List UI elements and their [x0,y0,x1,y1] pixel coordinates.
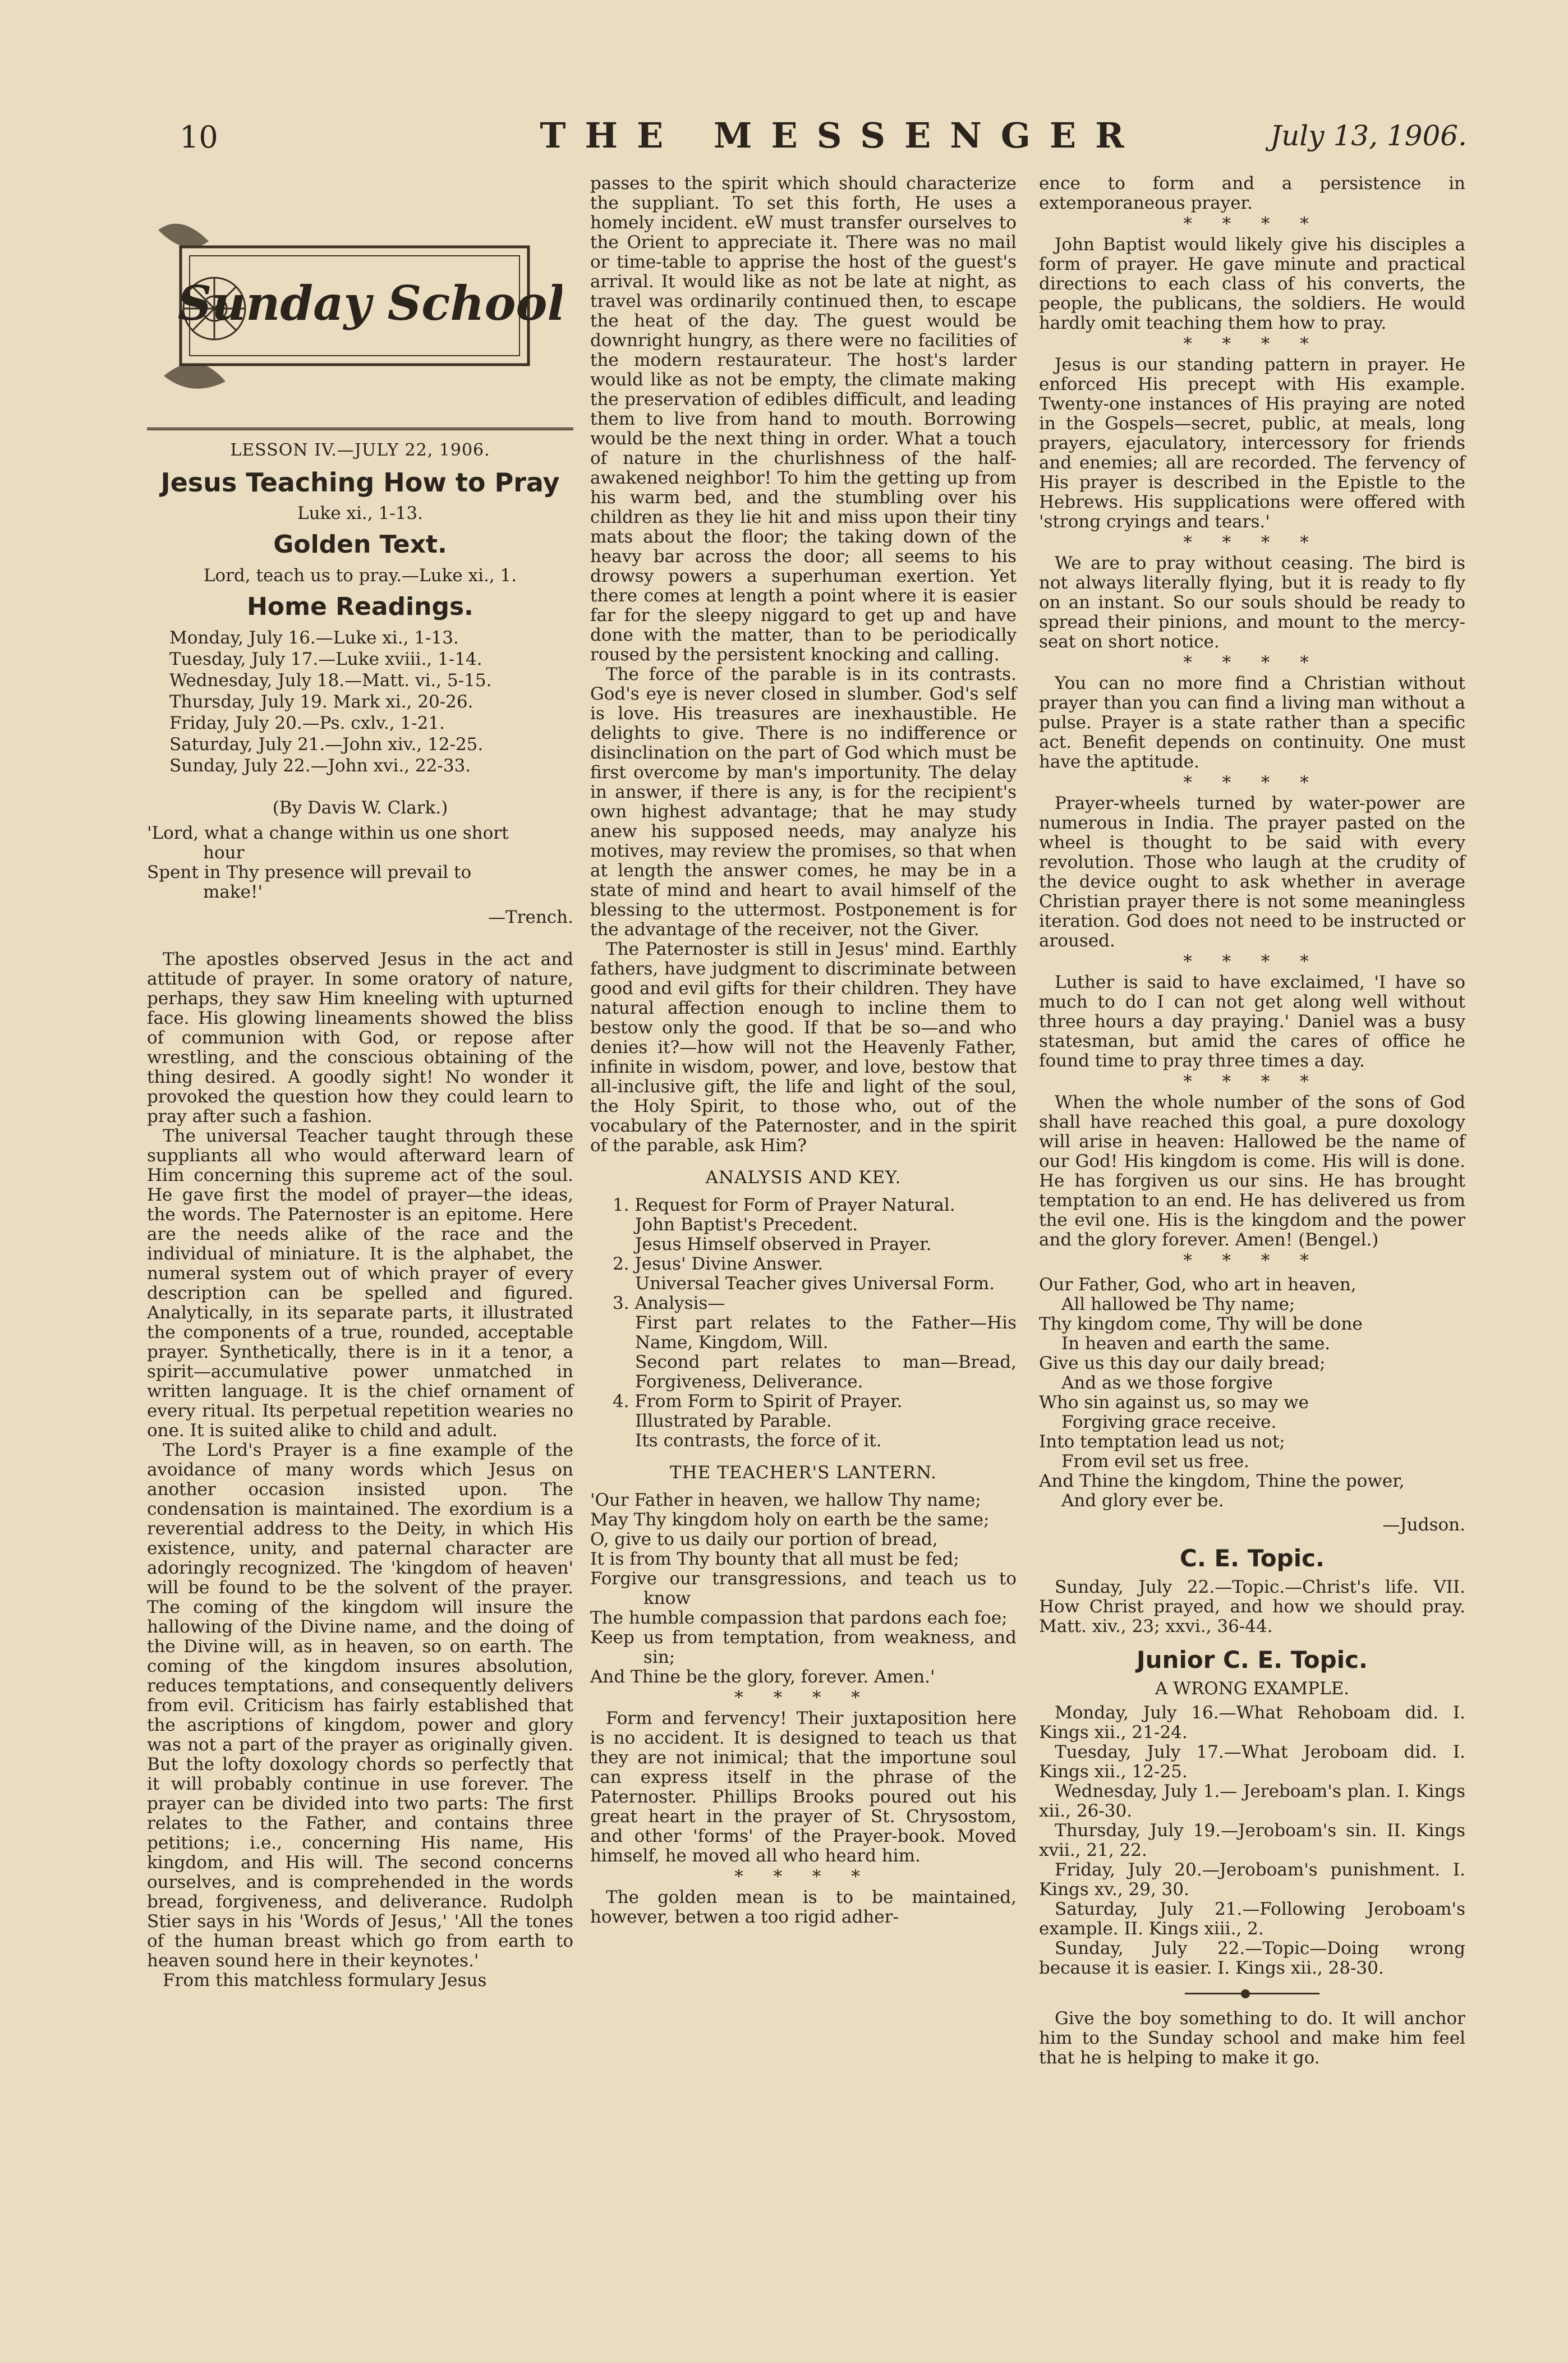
logo-text: Sunday School [177,275,562,331]
separator-stars: * * * * [1183,652,1321,673]
verse-line: Forgiving grace receive. [1061,1412,1277,1432]
paragraph: Prayer-wheels turned by water-power are numerous in India. The prayer pasted on the wheel is thought to be said with every revolution. Those who laugh at the crudity of the device ought to ask whether in average Christian prayer there is not some meaningless iteration. God does not need to be instructed or aroused. [1039,793,1465,951]
reading-item: Saturday, July 21.—John xiv., 12-25. [169,734,484,755]
analysis-list [590,1196,1017,1451]
judson-verse [1039,1275,1465,1511]
golden-text: Lord, teach us to pray.—Luke xi., 1. [203,566,517,586]
paragraph: Form and fervency! Their juxtaposition here is no accident. It is designed to teach us that they are not inimical; that the importune soul can express itself in the phrase of the Paternoster. Phillips Brooks poured out his great heart in the prayer of St. Chrysostom, and other 'forms' of the Prayer-book. Moved himself, he moved all who heard him. [590,1708,1017,1866]
byline: (By Davis W. Clark.) [272,798,448,818]
lantern-verse [590,1491,1017,1687]
junior-item: Friday, July 20.—Jeroboam's punishment. I. Kings xv., 29, 30. [1039,1860,1465,1900]
verse-line: And Thine be the glory, forever. Amen.' [590,1667,935,1687]
verse-line: It is from Thy bounty that all must be fed; [590,1549,959,1569]
paragraph: When the whole number of the sons of God shall have reached this goal, a pure doxology will arise in heaven: Hallowed be the name of our God! His kingdom is come. His will is done. He has forgiven us our sins. He has brought temptation to an end. He has delivered us from the evil one. His is the kingdom and the power and the glory forever. Amen! (Bengel.) [1039,1092,1465,1250]
lesson-title: Jesus Teaching How to Pray [160,467,560,498]
separator-stars: * * * * [734,1688,872,1708]
lantern-heading: THE TEACHER'S LANTERN. [670,1463,937,1483]
masthead-title: THE MESSENGER [540,115,1143,156]
verse-line: Spent in Thy presence will prevail to [147,862,472,882]
paragraph: You can no more find a Christian without prayer than you can find a living man without a pulse. Prayer is a state rather than a specific act. Benefit depends on continuity. One must have the aptitude. [1039,673,1465,772]
junior-ce-subheading: A WRONG EXAMPLE. [1155,1679,1350,1699]
junior-item: Tuesday, July 17.—What Jeroboam did. I. Kings xii., 12-25. [1039,1742,1465,1782]
column-3 [1039,174,1465,2068]
trench-verse [147,824,573,902]
junior-item: Thursday, July 19.—Jeroboam's sin. II. Kings xvii., 21, 22. [1039,1820,1465,1860]
analysis-item: First part relates to the Father—His Name, Kingdom, Will. [635,1313,1017,1353]
paragraph: The force of the parable is in its contrasts. God's eye is never closed in slumber. God's self is love. His treasures are inexhaustible. He delights to give. There is no indifference or disinclination on the part of God which must be first overcome by man's importunity. The delay in answer, if there is any, is for the recipient's own highest advantage; that he may study anew his supposed needs, may analyze his motives, may review the promises, so that when at length the answer comes, he may be in a state of mind and heart to avail himself of the blessing to the uttermost. Postponement is for the advantage of the receiver, not the Giver. [590,664,1017,940]
verse-line: Forgive our transgressions, and teach us to know [590,1569,1017,1608]
paragraph: The apostles observed Jesus in the act and attitude of prayer. In some oratory of nature, perhaps, they saw Him kneeling with upturned face. His glowing lineaments showed the bliss of communion with God, or repose after wrestling, and the conscious obtaining of the thing desired. A goodly sight! No wonder it provoked the question how they could learn to pray after such a fashion. [147,949,573,1127]
analysis-item: 1. Request for Form of Prayer Natural. [613,1195,955,1215]
verse-line: Into temptation lead us not; [1039,1432,1285,1452]
verse-line: All hallowed be Thy name; [1061,1294,1295,1314]
closing-paragraph: Give the boy something to do. It will anchor him to the Sunday school and make him feel that he is helping to make it go. [1039,2008,1465,2068]
paragraph: The golden mean is to be maintained, however, betwen a too rigid adher- [590,1887,1017,1927]
verse-attribution: —Trench. [488,907,573,927]
ornamental-divider [1185,1993,1319,1994]
verse-line: From evil set us free. [1061,1451,1249,1472]
page-header [180,115,1467,160]
verse-line: 'Lord, what a change within us one short [147,823,509,843]
separator-stars: * * * * [1183,773,1321,793]
reading-item: Tuesday, July 17.—Luke xviii., 1-14. [169,649,482,669]
analysis-item: Illustrated by Parable. [635,1411,832,1431]
paragraph: Luther is said to have exclaimed, 'I have so much to do I can not get along well without three hours a day praying.' Daniel was a busy statesman, but amid the cares of office he found time to pray three times a day. [1039,972,1465,1071]
junior-item: Monday, July 16.—What Rehoboam did. I. Kings xii., 21-24. [1039,1703,1465,1743]
ce-topic-text: Sunday, July 22.—Topic.—Christ's life. VII. How Christ prayed, and how we should pray. Matt. xiv., 23; xxvi., 36-44. [1039,1577,1465,1636]
reading-item: Thursday, July 19. Mark xi., 20-26. [169,692,473,712]
analysis-item: John Baptist's Precedent. [635,1215,858,1235]
junior-item: Wednesday, July 1.— Jereboam's plan. I. Kings xii., 26-30. [1039,1781,1465,1821]
home-readings-list [147,628,573,776]
verse-line: O, give to us daily our portion of bread, [590,1529,938,1550]
verse-line: And Thine the kingdom, Thine the power, [1039,1471,1405,1491]
verse-line: 'Our Father in heaven, we hallow Thy name; [590,1490,981,1510]
separator-stars: * * * * [1183,532,1321,553]
paragraph: Jesus is our standing pattern in prayer. He enforced His precept with His example. Twenty-one instances of His praying are noted in the Gospels—secret, public, at meals, long prayers, ejaculatory, intercessory for friends and enemies; all are recorded. The fervency of His prayer is described in the Epistle to the Hebrews. His supplications were offered with 'strong cryings and tears.' [1039,355,1465,532]
analysis-item: 2. Jesus' Divine Answer. [613,1254,824,1274]
analysis-item: Universal Teacher gives Universal Form. [635,1274,995,1294]
separator-stars: * * * * [734,1867,872,1887]
paragraph: passes to the spirit which should characterize the suppliant. To set this forth, He uses a homely incident. eW must transfer ourselves to the Orient to appreciate it. There was no mail or time-table to apprise the host of the guest's arrival. It would like as not be late at night, as travel was ordinarily continued then, to escape the heat of the day. The guest would be downright hungry, as there were no facilities of the modern restaurateur. The host's larder would like as not be empty, the climate making the preservation of edibles difficult, and leading them to live from hand to mouth. Borrowing would be the next thing in order. What a touch of nature in the churlishness of the half-awakened neighbor! To him the getting up from his warm bed, and the stumbling over his children as they lie hit and miss upon their tiny mats about the floor; the taking down of the heavy bar across the door; all seems to his drowsy powers a superhuman exertion. Yet there comes at length a point where it is easier far for the sleepy niggard to get up and have done with the matter, than to be periodically roused by the persistent knocking and calling. [590,173,1017,665]
analysis-item: 4. From Form to Spirit of Prayer. [613,1391,903,1412]
separator-stars: * * * * [1183,214,1321,234]
paragraph: The universal Teacher taught through these suppliants all who would afterward learn of Him concerning this supreme act of the soul. He gave first the model of prayer—the ideas, the words. The Paternoster is an epitome. Here are the needs alike of the race and the individual of miniature. It is the alphabet, the numeral system out of which prayer of every description can be spelled and figured. Analytically, in its separate parts, it illustrated the components of a true, rounded, acceptable prayer. Synthetically, there is in it a tenor, a spirit—accumulative power unmatched in written language. It is the chief ornament of every ritual. Its perpetual repetition wearies no one. It is suited alike to child and adult. [147,1126,573,1441]
ce-topic-heading: C. E. Topic. [1180,1544,1325,1572]
separator-stars: * * * * [1183,1072,1321,1092]
paragraph: ence to form and a persistence in extemporaneous prayer. [1039,173,1465,213]
column-2 [590,174,1017,1927]
sunday-school-logo [147,208,562,410]
verse-line: In heaven and earth the same. [1061,1334,1331,1354]
verse-line: Give us this day our daily bread; [1039,1353,1326,1373]
analysis-item: Jesus Himself observed in Prayer. [635,1234,932,1254]
reading-item: Friday, July 20.—Ps. cxlv., 1-21. [169,713,445,733]
paragraph: The Lord's Prayer is a fine example of the avoidance of many words which Jesus on another occasion insisted upon. The condensation is maintained. The exordium is a reverential address to the Deity, in which His existence, unity, and paternal character are adoringly recognized. The 'kingdom of heaven' will be found to be the solvent of the prayer. The coming of the kingdom will insure the hallowing of the Divine name, and the doing of the Divine will, as in heaven, so on earth. The coming of the kingdom insures absolution, reduces temptations, and consequently delivers from evil. Criticism has fairly established that the ascriptions of kingdom, power and glory was not a part of the prayer as originally given. But the lofty doxology chords so perfectly that it will probably continue in use forever. The prayer can be divided into two parts: The first relates to the Father, and contains three petitions; i.e., concerning His name, His kingdom, and His will. The second concerns ourselves, and is comprehended in the words bread, forgiveness, and deliverance. Rudolph Stier says in his 'Words of Jesus,' 'All the tones of the human breast which go from earth to heaven sound here in their keynotes.' [147,1440,573,1971]
analysis-item: Second part relates to man—Bread, Forgiveness, Deliverance. [635,1352,1017,1392]
verse-line: Who sin against us, so may we [1039,1392,1309,1413]
junior-item: Sunday, July 22.—Topic—Doing wrong because it is easier. I. Kings xii., 28-30. [1039,1938,1465,1978]
paragraph: From this matchless formulary Jesus [163,1970,487,1990]
column-1 [147,174,573,1990]
verse-line: make!' [203,882,263,902]
lesson-reference: Luke xi., 1-13. [297,503,423,523]
lesson-number: LESSON IV.—JULY 22, 1906. [230,440,490,460]
verse-line: Keep us from temptation, from weakness, and sin; [590,1628,1017,1667]
analysis-item: Its contrasts, the force of it. [635,1431,882,1451]
paragraph: The Paternoster is still in Jesus' mind. Earthly fathers, have judgment to discriminate between good and evil gifts for their children. They have natural affection enough to incline them to bestow only the good. If that be so—and who denies it?—how will not the Heavenly Father, infinite in wisdom, power, and love, bestow that all-inclusive gift, the life and light of the soul, the Holy Spirit, to those who, out of the vocabulary of the Paternoster, and in the spirit of the parable, ask Him? [590,939,1017,1156]
section-rule [147,427,573,430]
separator-stars: * * * * [1183,334,1321,354]
verse-line: And as we those forgive [1061,1373,1273,1393]
reading-item: Monday, July 16.—Luke xi., 1-13. [169,628,459,648]
separator-stars: * * * * [1183,951,1321,972]
verse-line: And glory ever be. [1061,1491,1224,1511]
reading-item: Sunday, July 22.—John xvi., 22-33. [169,756,471,776]
junior-ce-heading: Junior C. E. Topic. [1137,1646,1368,1674]
issue-date: July 13, 1906. [1270,119,1467,152]
verse-line: hour [203,843,245,863]
page-number: 10 [180,119,218,155]
paragraph: We are to pray without ceasing. The bird is not always literally flying, but it is ready to fly on an instant. So our souls should be ready to spread their pinions, and mount to the mercy-seat on short notice. [1039,553,1465,652]
home-readings-heading: Home Readings. [247,592,473,621]
verse-line: The humble compassion that pardons each foe; [590,1608,1008,1628]
separator-stars: * * * * [1183,1251,1321,1271]
junior-item: Saturday, July 21.—Following Jeroboam's example. II. Kings xiii., 2. [1039,1899,1465,1939]
verse-line: Thy kingdom come, Thy will be done [1039,1314,1363,1334]
analysis-item: 3. Analysis— [613,1293,725,1313]
verse-line: May Thy kingdom holy on earth be the same; [590,1510,990,1530]
verse-line: Our Father, God, who art in heaven, [1039,1275,1357,1295]
analysis-heading: ANALYSIS AND KEY. [705,1167,902,1188]
verse-attribution: —Judson. [1382,1515,1465,1535]
reading-item: Wednesday, July 18.—Matt. vi., 5-15. [169,670,492,691]
paragraph: John Baptist would likely give his disciples a form of prayer. He gave minute and practical directions to each class of his converts, the people, the publicans, the soldiers. He would hardly omit teaching them how to pray. [1039,235,1465,333]
golden-text-heading: Golden Text. [273,530,447,559]
